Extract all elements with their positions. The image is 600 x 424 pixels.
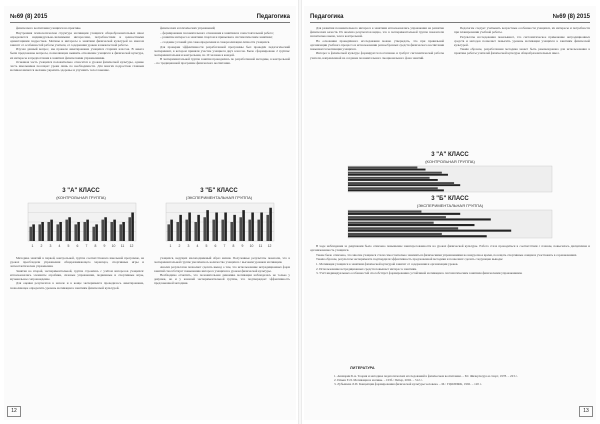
- bar: [197, 215, 200, 241]
- paragraph: Основная часть учащихся положительно относится к урокам физической культуры, однако часть школьников посещает уроки лишь по необходимости. Для многих подростков главным мотивом является желание укрепить здоровье и улучшить телосложение.: [10, 60, 144, 73]
- conclusion-text: [310, 244, 590, 362]
- paragraph: В экспериментальной группе занятия проводились по разработанной методике, в контрольной – по традиционной программе физического воспитания.: [154, 57, 290, 66]
- paragraph: учащихся, ведущих малоподвижный образ жизни. Полученные результаты показали, что в экспериментальной группе увеличилось количество учащихся с высоким уровнем мотивации.: [154, 256, 290, 265]
- paragraph: – формирование положительного отношения к занятиям и самостоятельной работе;: [160, 30, 274, 35]
- bar: [348, 184, 460, 186]
- bar: [41, 222, 44, 241]
- paragraph: Занятия во второй, экспериментальной, группе строились с учётом интересов учащихся: использовались элементы аэробики, силовые упражнения, подвижные и спортивные игры, музыкальное сопровождение.: [10, 268, 144, 281]
- text-column: [10, 26, 144, 184]
- bar-chart-plot: [22, 201, 140, 249]
- bar: [242, 210, 245, 241]
- x-tick-label: 2: [178, 244, 181, 248]
- x-tick-label: 10: [249, 244, 254, 248]
- bar: [212, 220, 215, 241]
- bar: [348, 174, 448, 176]
- bar: [348, 177, 430, 179]
- issue-number: №69 (8) 2015: [552, 14, 590, 20]
- right-page-header: [310, 11, 590, 23]
- x-tick-label: 1: [169, 244, 172, 248]
- rubric-title: Педагогика: [310, 14, 344, 20]
- x-tick-label: 4: [196, 244, 199, 248]
- bar-chart: [22, 188, 140, 250]
- text-column: [154, 26, 290, 184]
- bar: [348, 224, 474, 226]
- text-column: [454, 26, 590, 146]
- x-tick-label: 3: [187, 244, 190, 248]
- bar: [83, 222, 86, 241]
- bar: [233, 215, 236, 241]
- bar: [269, 208, 272, 241]
- bar: [113, 220, 116, 241]
- bar: [56, 224, 59, 241]
- chart-subtitle: (КОНТРОЛЬНАЯ ГРУППА): [56, 195, 106, 200]
- bar: [110, 222, 113, 241]
- bar: [348, 182, 454, 184]
- bar: [167, 224, 170, 241]
- paragraph: Результаты исследования показывают, что систематическое применение нетрадиционных средств и методов позволяет повысить уровень мотивации учащихся к занятиям физической культурой.: [454, 34, 590, 47]
- paragraph: Внутренняя психологическая структура мотивации учащихся общеобразовательных школ определяется индивидуально‑значимыми интересами, потребностями и ценностными ориентациями подростков. Мотивы и интересы к занятиям физической культурой во многом зависят от особенностей работы учителя, от содержания уроков и внеклассной работы.: [10, 30, 144, 47]
- bar: [128, 217, 131, 241]
- bar: [348, 227, 458, 229]
- paragraph: Для оценки результатов в начале и в конце эксперимента проводилось анкетирование, позволяющее определить уровень мотивации к занятиям физической культурой.: [10, 281, 144, 290]
- bar: [224, 213, 227, 242]
- paragraph: – развитие интереса к занятиям спортом и привычки к систематическим занятиям;: [160, 35, 273, 40]
- bar: [348, 169, 426, 171]
- chart-title: 3 "Б" КЛАСС: [431, 196, 469, 202]
- bar: [348, 211, 421, 213]
- text-column: [154, 256, 290, 402]
- bar: [348, 167, 417, 169]
- text-column: [310, 26, 444, 146]
- bar: [47, 222, 50, 241]
- reference-item: 3. Лубышева Л.И. Концепция формирования физической культуры человека. – М.: ГЦОЛИФК, 1992. – 120 с.: [334, 382, 482, 387]
- paragraph: Для развития познавательного интереса к занятиям использовались упражнения на развитие физических качеств. Из анализа результатов видно, что в экспериментальной группе показатели значительно выше, чем в контрольной.: [310, 26, 444, 39]
- text-column: [10, 256, 144, 402]
- chart-title: 3 "А" КЛАСС: [431, 152, 469, 158]
- paragraph: физических и психических упражнений;: [160, 26, 216, 30]
- bar: [348, 235, 487, 237]
- x-tick-label: 5: [67, 244, 70, 248]
- bar: [348, 218, 491, 220]
- bar: [348, 233, 442, 235]
- bar: [194, 222, 197, 241]
- paragraph: На основании проведённого исследования можно утверждать, что при правильной организации учебного процесса и использовании разнообразных средств физического воспитания повышается мотивация учащихся.: [310, 38, 444, 51]
- bar: [59, 222, 62, 241]
- bar: [348, 216, 446, 218]
- bar: [74, 224, 77, 241]
- bar: [239, 217, 242, 241]
- bar: [86, 220, 89, 241]
- paragraph: Педагогам следует учитывать возрастные особенности учащихся, их интересы и потребности при планировании учебной работы.: [454, 26, 590, 35]
- x-tick-label: 4: [58, 244, 61, 248]
- paragraph: Методика занятий в первой, контрольной, группе соответствовала школьной программе, на уроках преобладали упражнения общеразвивающего характера, спортивные игры и легкоатлетические упражнения.: [10, 256, 144, 269]
- paragraph: Для проверки эффективности разработанной программы был проведён педагогический эксперимент, в котором приняли участие учащиеся двух классов. Было сформировано 2 группы: экспериментальная и контрольная, по 10 человек в каждой.: [154, 44, 290, 57]
- paragraph: Интерес к физической культуре формируется постепенно и требует систематической работы учителя, направленной на создание положительного эмоционального фона занятий.: [310, 51, 444, 60]
- x-tick-label: 8: [232, 244, 235, 248]
- spine: [298, 0, 302, 424]
- bar: [260, 213, 263, 242]
- references-list: [334, 374, 574, 386]
- bar: [348, 172, 442, 174]
- header-rule: [10, 22, 290, 23]
- paragraph: Необходимо отметить, что положительная динамика мотивации наблюдалась не только у девушек, но и у юношей экспериментальной группы, что подтверждает эффективность предложенной методики.: [154, 273, 290, 286]
- bar: [248, 220, 251, 241]
- paragraph: 2. Использование нетрадиционных средств повышает интерес к занятиям.: [316, 266, 418, 271]
- bar: [170, 220, 173, 241]
- chart-title: 3 "Б" КЛАСС: [200, 188, 238, 194]
- bar: [215, 213, 218, 242]
- bar: [119, 224, 122, 241]
- bar: [266, 215, 269, 241]
- x-tick-label: 7: [223, 244, 226, 248]
- bar: [38, 224, 41, 241]
- x-tick-label: 5: [205, 244, 208, 248]
- bar: [50, 220, 53, 241]
- paragraph: Таким образом, разработанная методика может быть рекомендована для использования в практике работы учителей физической культуры общеобразовательных школ.: [454, 47, 590, 56]
- bar: [230, 222, 233, 241]
- bar: [92, 227, 95, 241]
- paragraph: В ходе наблюдения за девушками было отмечено повышение заинтересованности на уроках физической культуры. Работа стала проводиться в соответствии с планом, повысилась дисциплина и организованность учащихся.: [310, 244, 590, 253]
- chart-subtitle: (ЭКСПЕРИМЕНТАЛЬНАЯ ГРУППА): [185, 195, 253, 200]
- page-number: 13: [579, 406, 593, 417]
- x-tick-label: 12: [129, 244, 134, 248]
- paragraph: Также было отмечено, что многие учащиеся стали самостоятельно заниматься физическими упражнениями во внеурочное время, посещать спортивные секции и участвовать в соревнованиях.: [316, 252, 578, 257]
- paragraph: Анализ результатов позволяет сделать вывод о том, что использование нетрадиционных форм занятий способствует повышению интереса учащихся к урокам физической культуры.: [154, 264, 290, 273]
- bar: [77, 222, 80, 241]
- left-page-header: [10, 11, 290, 23]
- x-tick-label: 1: [31, 244, 34, 248]
- bar: [32, 224, 35, 241]
- paragraph: Изучая данный вопрос, мы провели анкетирование учащихся старших классов. В анкете были предложены вопросы, позволяющие выявить отношение учащихся к физической культуре, их интересы и предпочтения в занятиях физическими упражнениями.: [10, 47, 144, 60]
- paragraph: 1. Мотивация учащихся к занятиям физической культурой зависит от содержания и организации уроков.: [316, 261, 459, 266]
- bar: [95, 224, 98, 241]
- bar: [122, 222, 125, 241]
- paragraph: Таким образом, результаты эксперимента подтвердили эффективность предложенной методики и позволяют сделать следующие выводы:: [316, 257, 504, 262]
- bar: [348, 189, 444, 191]
- header-rule: [310, 22, 590, 23]
- bar: [348, 230, 511, 232]
- x-tick-label: 9: [241, 244, 244, 248]
- paragraph: физического воспитания учащихся на практике.: [16, 26, 82, 30]
- reference-item: 1. Ашмарин Б.А. Теория и методика педагогических исследований в физическом воспитании. – М.: Физкультура и спорт, 1978. – 223 с.: [334, 374, 518, 378]
- rubric-title: Педагогика: [256, 14, 290, 20]
- horizontal-bar-chart: [344, 152, 556, 194]
- paragraph: – создание условий для самоопределения и самореализации личности учащихся.: [160, 39, 271, 44]
- bar: [179, 215, 182, 241]
- x-tick-label: 12: [267, 244, 272, 248]
- x-tick-label: 10: [111, 244, 116, 248]
- reference-item: 2. Ильин Е.П. Мотивация и мотивы. – СПб.: Питер, 2002. – 512 с.: [334, 378, 423, 383]
- references-title: ЛИТЕРАТУРА: [350, 366, 375, 370]
- bar-chart: [160, 188, 278, 250]
- x-tick-label: 11: [258, 244, 263, 248]
- bar: [257, 220, 260, 241]
- x-tick-label: 6: [76, 244, 79, 248]
- bar: [101, 220, 104, 241]
- x-tick-label: 9: [103, 244, 106, 248]
- bar: [348, 179, 438, 181]
- bar: [206, 210, 209, 241]
- chart-subtitle: (КОНТРОЛЬНАЯ ГРУППА): [425, 159, 475, 164]
- bar: [348, 222, 434, 224]
- x-tick-label: 7: [85, 244, 88, 248]
- horizontal-bar-chart-plot: [344, 165, 556, 193]
- bar: [65, 220, 68, 241]
- bar-chart-plot: [160, 201, 278, 249]
- bar: [176, 222, 179, 241]
- x-tick-label: 11: [120, 244, 125, 248]
- bar: [348, 187, 438, 189]
- x-tick-label: 6: [214, 244, 217, 248]
- bar: [29, 227, 32, 241]
- page-number: 12: [7, 406, 21, 417]
- bar: [221, 220, 224, 241]
- bar: [131, 213, 134, 242]
- bar: [68, 217, 71, 241]
- x-tick-label: 2: [40, 244, 43, 248]
- bar: [104, 217, 107, 241]
- bar: [203, 217, 206, 241]
- paragraph: 3. Учёт индивидуальных особенностей способствует формированию устойчивой мотивации к систематическим занятиям физическими упражнениями.: [316, 271, 523, 276]
- chart-subtitle: (ЭКСПЕРИМЕНТАЛЬНАЯ ГРУППА): [416, 203, 484, 208]
- bar: [348, 213, 460, 215]
- issue-number: №69 (8) 2015: [10, 14, 48, 20]
- horizontal-bar-chart-plot: [344, 209, 556, 239]
- horizontal-bar-chart: [344, 196, 556, 240]
- left-page: [4, 6, 296, 420]
- x-tick-label: 3: [49, 244, 52, 248]
- bar: [251, 213, 254, 242]
- bar: [185, 220, 188, 241]
- x-tick-label: 8: [94, 244, 97, 248]
- right-page: [304, 6, 596, 420]
- chart-title: 3 "А" КЛАСС: [62, 188, 100, 194]
- bar: [188, 213, 191, 242]
